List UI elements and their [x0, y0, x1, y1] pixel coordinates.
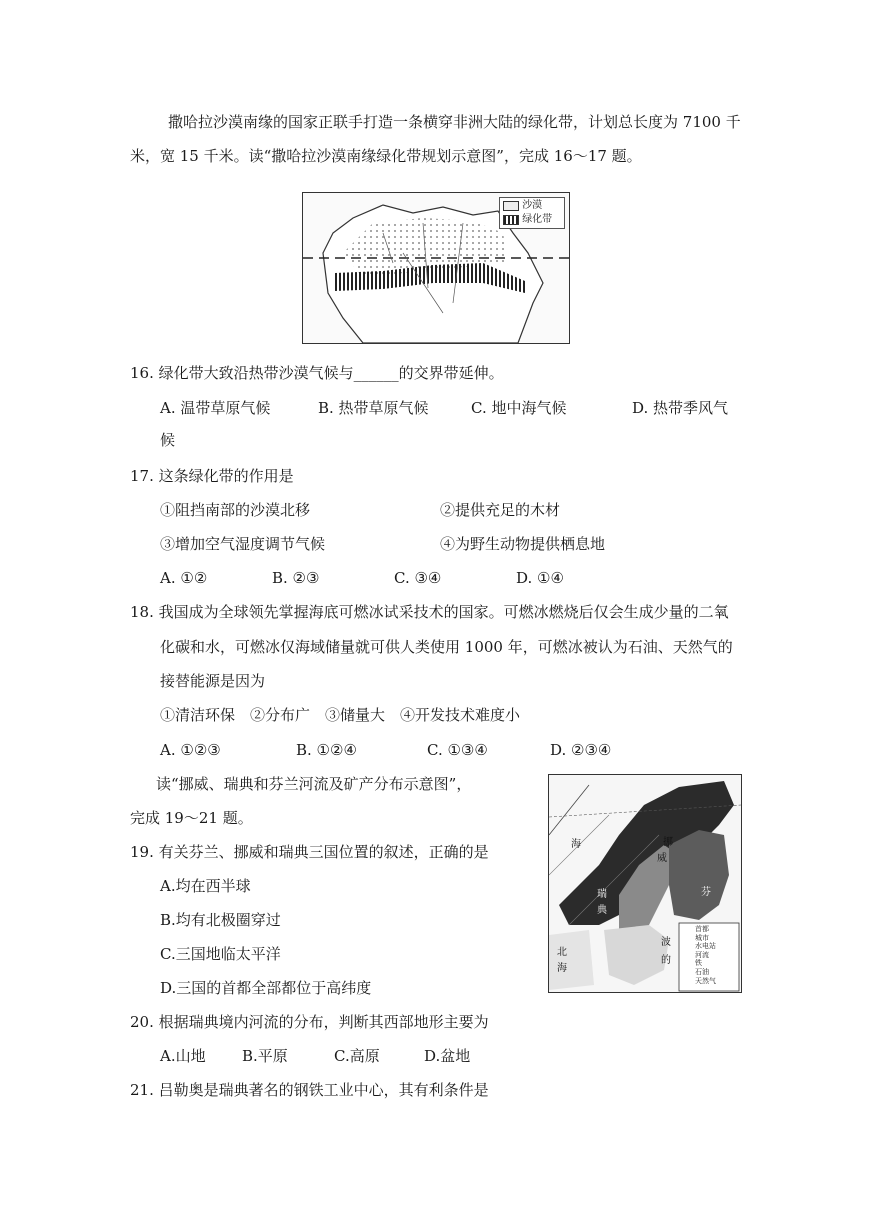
- q16-option-d-wrap: 候: [160, 431, 176, 449]
- q18-option-a: A. ①②③: [160, 741, 221, 759]
- q16-option-a: A. 温带草原气候: [160, 399, 271, 417]
- nordic-map: [548, 774, 742, 993]
- q17-option-b: B. ②③: [272, 569, 320, 587]
- desert-legend-swatch: [503, 201, 519, 211]
- q19-option-b: B.均有北极圈穿过: [160, 911, 281, 929]
- q19-option-d: D.三国的首都全部都位于高纬度: [160, 979, 372, 997]
- intro2-line-1: 读“挪威、瑞典和芬兰河流及矿产分布示意图”，: [156, 775, 472, 793]
- q17-option-c: C. ③④: [394, 569, 442, 587]
- map2-legend: [695, 925, 716, 985]
- greenbelt-legend-swatch: [503, 215, 519, 225]
- label-fen: 芬: [701, 887, 711, 898]
- legend-iron: 铁: [695, 959, 702, 968]
- q18-items: ①清洁环保 ②分布广 ③储量大 ④开发技术难度小: [160, 706, 521, 724]
- intro-line-2: 米，宽 15 千米。读“撒哈拉沙漠南缘绿化带规划示意图”，完成 16～17 题。: [130, 147, 642, 165]
- label-de: 的: [661, 955, 671, 966]
- q17-stem: 17. 这条绿化带的作用是: [130, 467, 294, 485]
- label-rui: 瑞: [597, 889, 607, 900]
- q18-option-d: D. ②③④: [550, 741, 612, 759]
- q16-option-b: B. 热带草原气候: [318, 399, 429, 417]
- q20-option-c: C.高原: [334, 1047, 380, 1065]
- legend-desert: 沙漠: [522, 200, 543, 211]
- q16-option-d: D. 热带季风气: [632, 399, 729, 417]
- legend-capital: 首都: [695, 925, 709, 933]
- legend-city: 城市: [695, 933, 709, 942]
- q16-option-c: C. 地中海气候: [471, 399, 567, 417]
- q17-item-1: ①阻挡南部的沙漠北移: [160, 501, 311, 519]
- q20-option-d: D.盆地: [424, 1047, 471, 1065]
- q17-option-d: D. ①④: [516, 569, 564, 587]
- sahara-greenbelt-map: [302, 192, 570, 344]
- q18-line-3: 接替能源是因为: [160, 672, 266, 690]
- label-bei: 北: [557, 947, 567, 958]
- q17-item-2: ②提供充足的木材: [440, 501, 561, 519]
- q20-stem: 20. 根据瑞典境内河流的分布，判断其西部地形主要为: [130, 1013, 489, 1031]
- q18-option-b: B. ①②④: [296, 741, 357, 759]
- legend-river: 河流: [695, 950, 709, 959]
- q20-option-a: A.山地: [160, 1047, 206, 1065]
- q17-option-a: A. ①②: [160, 569, 208, 587]
- q18-option-c: C. ①③④: [427, 741, 488, 759]
- label-bo: 波: [661, 937, 671, 948]
- q19-stem: 19. 有关芬兰、挪威和瑞典三国位置的叙述，正确的是: [130, 843, 489, 861]
- label-dian: 典: [597, 905, 607, 916]
- label-wei: 威: [657, 853, 667, 864]
- q18-line-1: 18. 我国成为全球领先掌握海底可燃冰试采技术的国家。可燃冰燃烧后仅会生成少量的二氧: [130, 603, 729, 621]
- q19-option-c: C.三国地临太平洋: [160, 945, 281, 963]
- label-hai-2: 海: [557, 963, 567, 974]
- q21-stem: 21. 吕勒奥是瑞典著名的钢铁工业中心，其有利条件是: [130, 1081, 489, 1099]
- q18-line-2: 化碳和水，可燃冰仅海域储量就可供人类使用 1000 年，可燃冰被认为石油、天然气的: [160, 638, 733, 656]
- intro2-line-2: 完成 19～21 题。: [130, 809, 253, 827]
- q17-item-3: ③增加空气湿度调节气候: [160, 535, 326, 553]
- legend-greenbelt: 绿化带: [522, 214, 553, 225]
- q19-option-a: A.均在西半球: [160, 877, 251, 895]
- legend-oil: 石油: [695, 967, 709, 976]
- map1-legend: [499, 197, 565, 229]
- legend-gas: 天然气: [695, 976, 716, 985]
- label-nuo: 挪: [663, 837, 673, 848]
- legend-hydropower: 水电站: [695, 942, 716, 951]
- q20-option-b: B.平原: [242, 1047, 288, 1065]
- intro-line-1: 撒哈拉沙漠南缘的国家正联手打造一条横穿非洲大陆的绿化带，计划总长度为 7100 千: [168, 113, 741, 131]
- q17-item-4: ④为野生动物提供栖息地: [440, 535, 606, 553]
- label-hai-1: 海: [571, 839, 581, 850]
- q16-stem: 16. 绿化带大致沿热带沙漠气候与______的交界带延伸。: [130, 364, 504, 382]
